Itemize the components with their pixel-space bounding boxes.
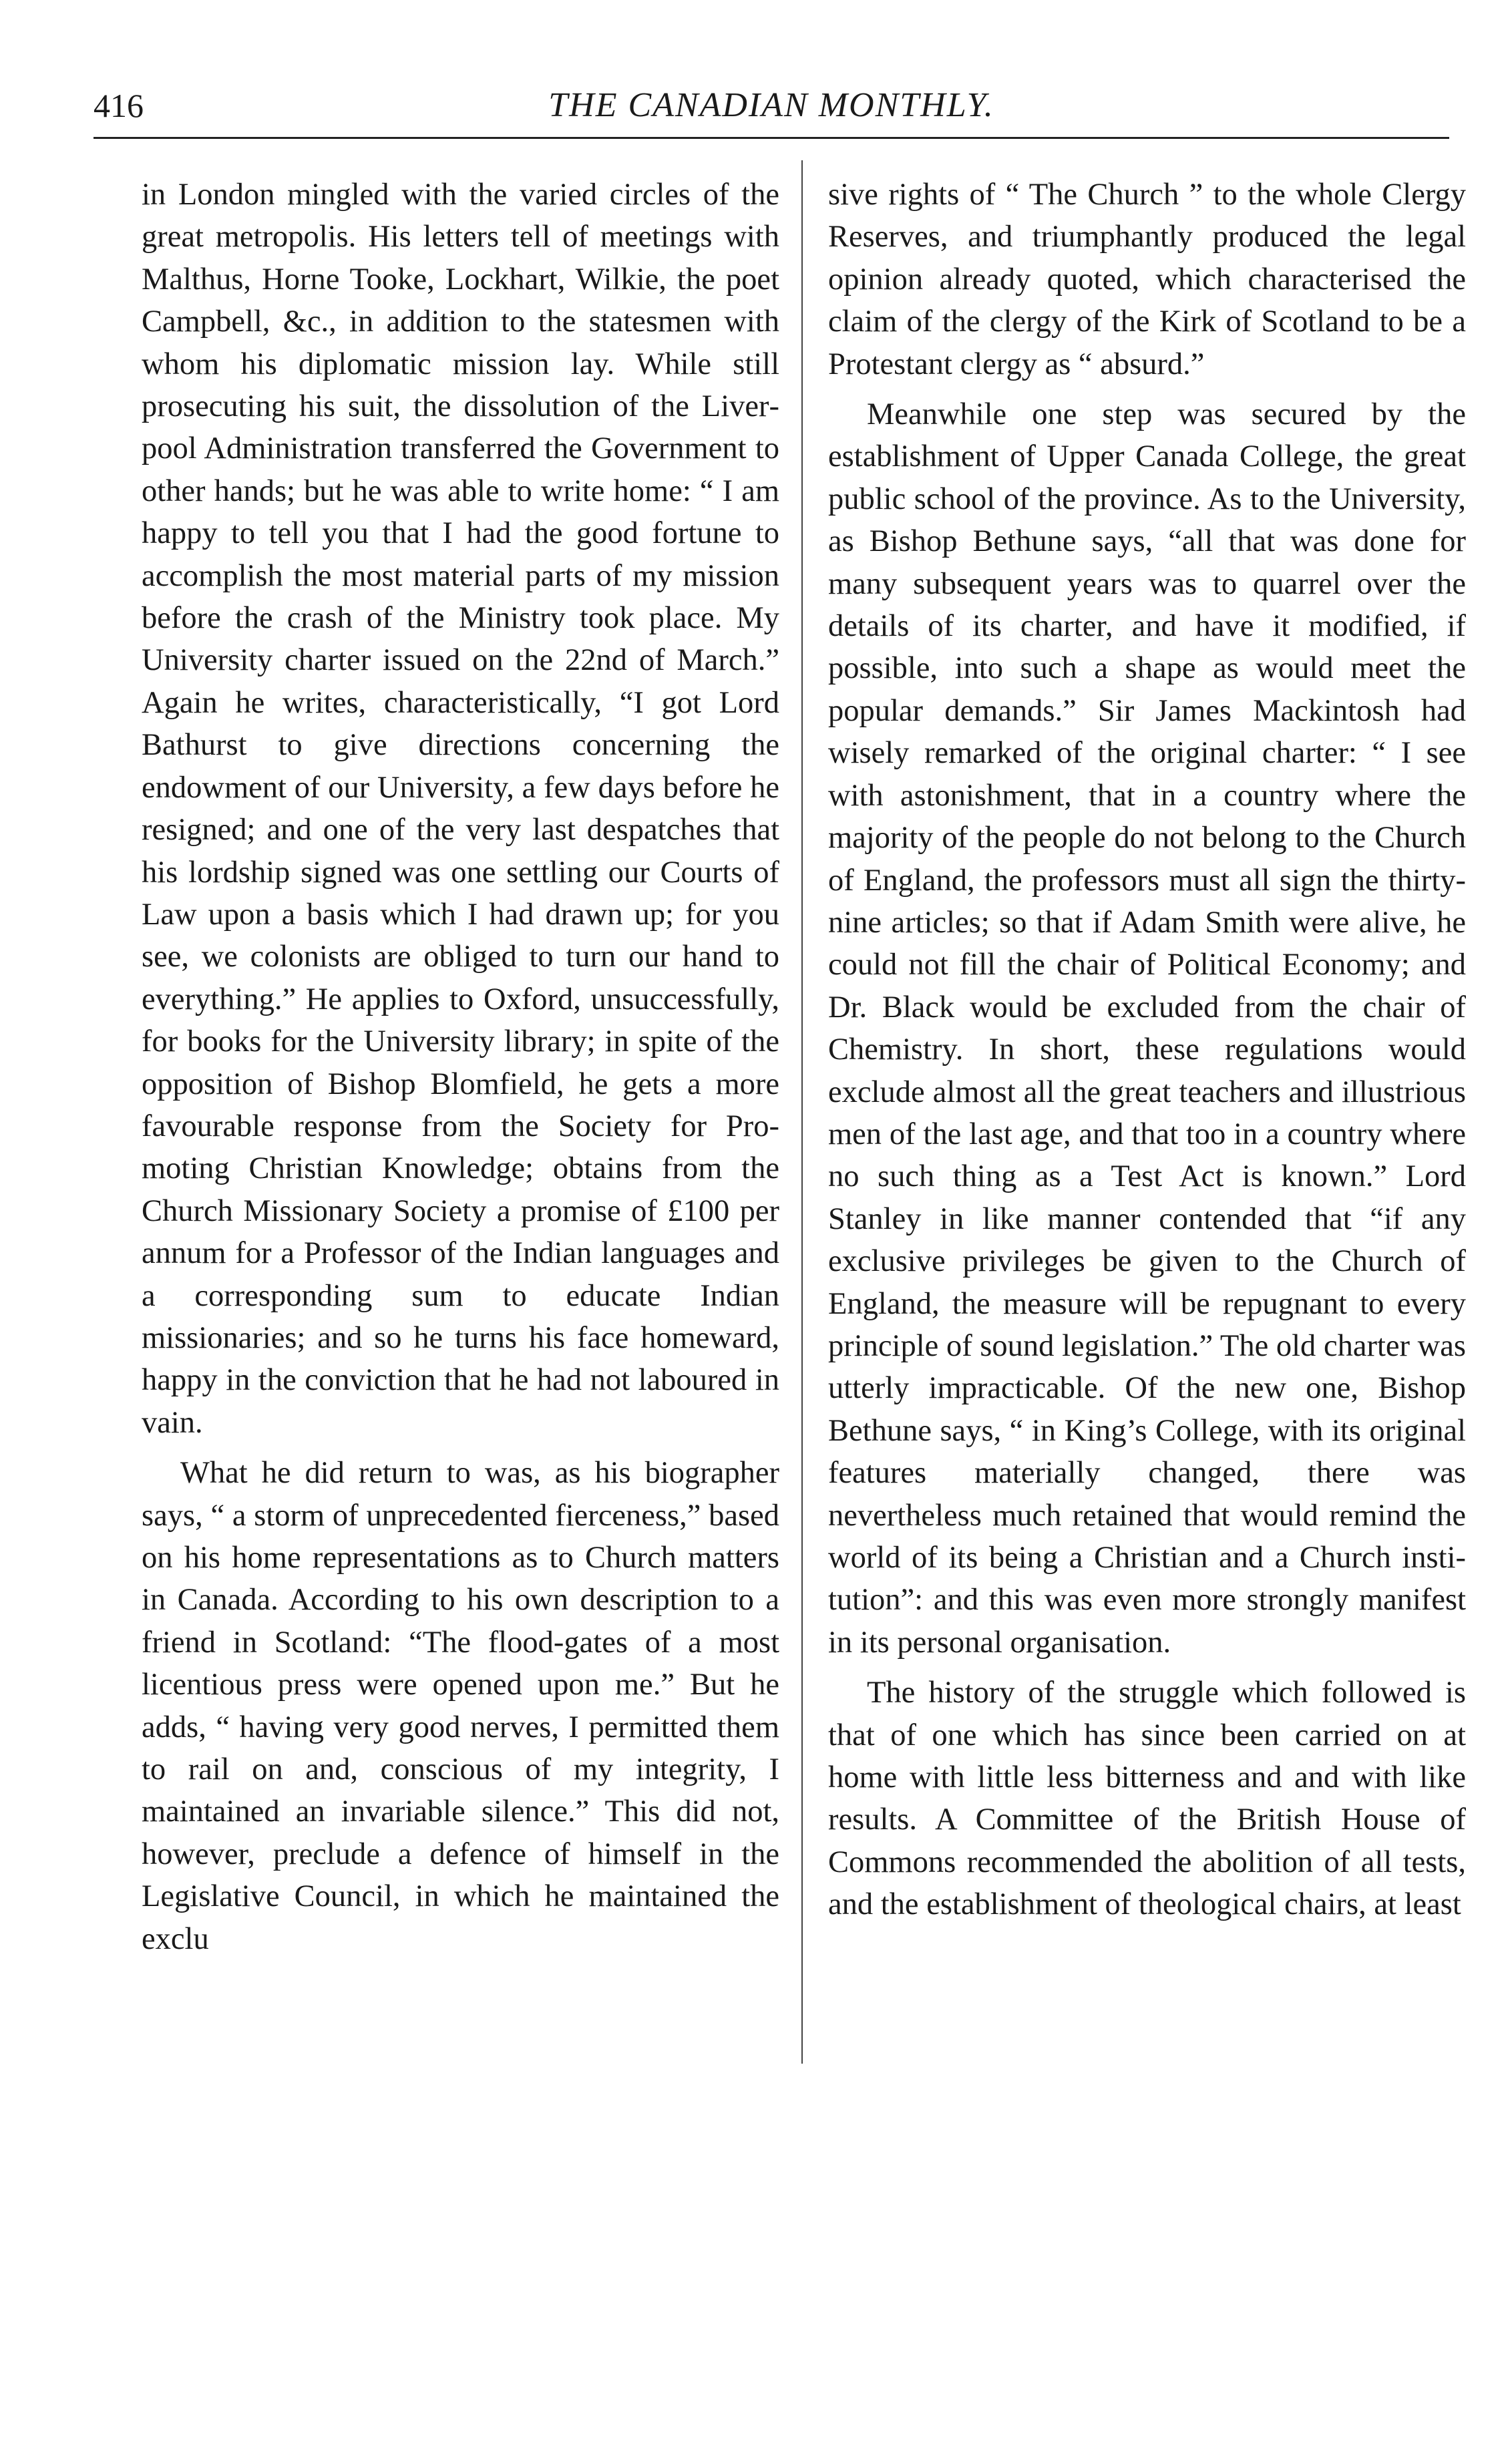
header-rule	[93, 137, 1449, 139]
column-divider	[801, 160, 803, 2064]
left-column	[142, 174, 779, 1960]
right-paragraph-2: Meanwhile one step was secured by the establishment of Upper Canada College, the great public school of the province. As to the University, as Bishop Bethune says, “all that was done for many subsequent years was to quarrel over the details of its charter, and have it modified, if possible, into such a shape as would meet the popular demands.” Sir James Mackintosh had wisely remarked of the original charter: “ I see with astonishment, that in a country where the majority of the people do not belong to the Church of England, the professors must all sign the thirty-nine articles; so that if Adam Smith were alive, he could not fill the chair of Political Economy; and Dr. Black would be excluded from the chair of Chemistry. In short, these regulations would exclude almost all the great teachers and illustrious men of the last age, and that too in a country where no such thing as a Test Act is known.” Lord Stanley in like manner contended that “if any exclusive privileges be given to the Church of England, the measure will be repugnant to every principle of sound legislation.” The old charter was utterly impracticable. Of the new one, Bishop Bethune says, “ in King’s College, with its original features materially changed, there was nevertheless much retained that would remind the world of its being a Christian and a Church institution”: and this was even more strongly manifest in its personal organisation.	[828, 397, 1466, 1660]
page-header	[93, 79, 1449, 132]
left-paragraph-2: What he did return to was, as his biographer says, “ a storm of unprecedented fierceness,” based on his home representations as to Church matters in Canada. According to his own description to a friend in Scotland: “The flood-gates of a most licentious press were opened upon me.” But he adds, “ having very good nerves, I permitted them to rail on and, conscious of my integrity, I maintained an invariable silence.” This did not, however, preclude a defence of himself in the Legislative Council, in which he maintained the exclu	[142, 1456, 779, 1956]
right-column	[828, 174, 1466, 1926]
left-paragraph-1: in London mingled with the varied circles of the great metropolis. His letters tell of meetings with Malthus, Horne Tooke, Lockhart, Wilkie, the poet Campbell, &c., in addition to the statesmen with whom his diplomatic mission lay. While still prosecuting his suit, the dissolution of the Liverpool Administration transferred the Government to other hands; but he was able to write home: “ I am happy to tell you that I had the good fortune to accomplish the most material parts of my mission before the crash of the Ministry took place. My University charter issued on the 22nd of March.” Again he writes, characteristically, “I got Lord Bathurst to give directions concerning the endowment of our University, a few days before he resigned; and one of the very last despatches that his lordship signed was one settling our Courts of Law upon a basis which I had drawn up; for you see, we colonists are obliged to turn our hand to everything.” He applies to Oxford, unsuccessfully, for books for the University library; in spite of the opposition of Bishop Blomfield, he gets a more favourable response from the Society for Promoting Christian Knowledge; obtains from the Church Missionary Society a promise of £100 per annum for a Professor of the Indian languages and a corresponding sum to educate Indian missionaries; and so he turns his face homeward, happy in the conviction that he had not laboured in vain.	[142, 178, 779, 1440]
right-paragraph-1: sive rights of “ The Church ” to the whole Clergy Reserves, and triumphantly produced the legal opinion already quoted, which characterised the claim of the clergy of the Kirk of Scotland to be a Protestant clergy as “ absurd.”	[828, 178, 1466, 381]
right-paragraph-3: The history of the struggle which followed is that of one which has since been carried on at home with little less bitterness and and with like results. A Committee of the British House of Commons recommended the abolition of all tests, and the establishment of theological chairs, at least	[828, 1676, 1466, 1922]
page-number: 416	[93, 87, 144, 124]
running-title: THE CANADIAN MONTHLY.	[548, 86, 994, 124]
